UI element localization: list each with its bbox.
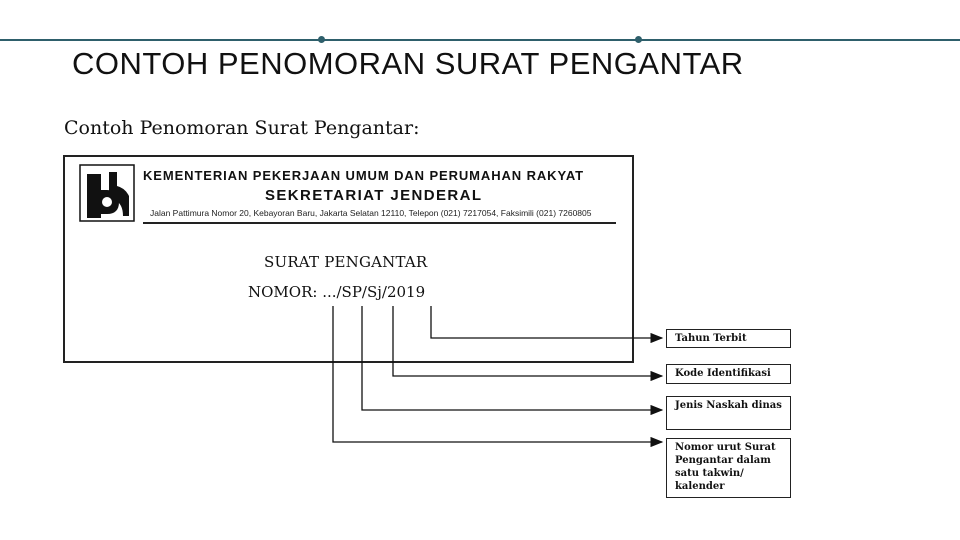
callout-tahun-terbit: Tahun Terbit bbox=[666, 329, 791, 348]
slide-title: CONTOH PENOMORAN SURAT PENGANTAR bbox=[72, 46, 744, 81]
document-title: SURAT PENGANTAR bbox=[264, 253, 428, 271]
letterhead-secretariat: SEKRETARIAT JENDERAL bbox=[265, 187, 483, 204]
document-number: NOMOR: .../SP/Sj/2019 bbox=[248, 283, 426, 301]
callout-kode-identifikasi: Kode Identifikasi bbox=[666, 364, 791, 384]
arrow-tahun-terbit bbox=[431, 306, 662, 338]
arrow-nomor-urut bbox=[333, 306, 662, 442]
letterhead-ministry: KEMENTERIAN PEKERJAAN UMUM DAN PERUMAHAN RAKYAT bbox=[143, 168, 584, 183]
slide-subtitle: Contoh Penomoran Surat Pengantar: bbox=[64, 117, 420, 139]
arrow-jenis-naskah bbox=[362, 306, 662, 410]
arrow-kode-identifikasi bbox=[393, 306, 662, 376]
callout-jenis-naskah: Jenis Naskah dinas bbox=[666, 396, 791, 430]
callout-nomor-urut: Nomor urut Surat Pengantar dalam satu takwin/ kalender bbox=[666, 438, 791, 498]
letterhead-address: Jalan Pattimura Nomor 20, Kebayoran Baru, Jakarta Selatan 12110, Telepon (021) 7217054, Faksimili (021) 7260805 bbox=[150, 208, 592, 218]
